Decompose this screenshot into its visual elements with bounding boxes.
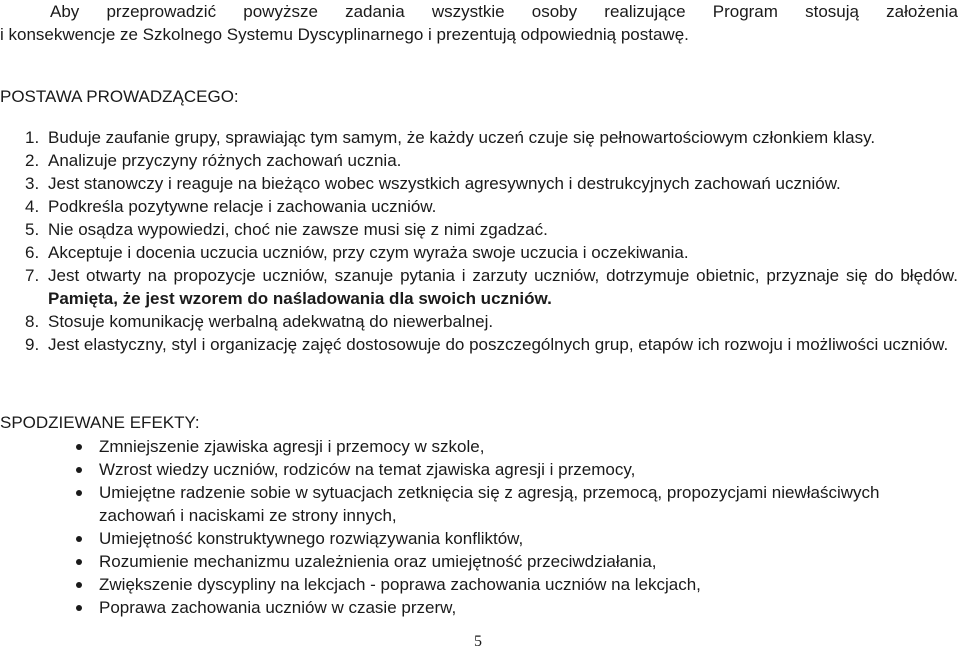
efekty-list [0,435,958,619]
list-item [0,149,958,172]
item-number: 1. [25,128,40,147]
bullet-item [0,596,958,619]
page-number: 5 [474,633,482,650]
list-item [0,333,958,356]
intro-line-2: i konsekwencje ze Szkolnego Systemu Dyscyplinarnego i prezentują odpowiednią postawę. [0,25,689,44]
item-text: Akceptuje i docenia uczucia uczniów, przy czym wyraża swoje uczucia i oczekiwania. [48,243,689,262]
bullet-item [0,573,958,596]
bullet-text: Umiejętność konstruktywnego rozwiązywania konfliktów, [99,529,524,548]
intro-line-1: Aby przeprowadzić powyższe zadania wszystkie osoby realizujące Program stosują założenia [50,2,958,21]
list-item [0,218,958,241]
bullet-text: Umiejętne radzenie sobie w sytuacjach zetknięcia się z agresją, przemocą, propozycjami niewłaściwych zachowań i naciskami ze strony innych, [99,483,880,525]
bullet-icon [76,467,82,473]
bullet-item [0,435,958,458]
list-item [0,310,958,333]
list-item [0,264,958,310]
bullet-item [0,550,958,573]
postawa-list [0,126,958,356]
list-item [0,126,958,149]
item-text: Nie osądza wypowiedzi, choć nie zawsze musi się z nimi zgadzać. [48,220,548,239]
item-text: Stosuje komunikację werbalną adekwatną do niewerbalnej. [48,312,494,331]
bullet-icon [76,444,82,450]
bullet-text: Wzrost wiedzy uczniów, rodziców na temat zjawiska agresji i przemocy, [99,460,636,479]
bullet-icon [76,605,82,611]
item-text: Jest otwarty na propozycje uczniów, szanuje pytania i zarzuty uczniów, dotrzymuje obietnic, przyznaje się do błędów. [48,266,958,285]
item-number: 3. [25,174,40,193]
bullet-item [0,458,958,481]
item-number: 8. [25,312,40,331]
intro-paragraph [0,0,958,46]
bullet-icon [76,536,82,542]
item-text: Podkreśla pozytywne relacje i zachowania uczniów. [48,197,437,216]
bullet-item [0,527,958,550]
item-number: 6. [25,243,40,262]
item-number: 9. [25,335,40,354]
bullet-icon [76,582,82,588]
bullet-icon [76,490,82,496]
list-item [0,172,958,195]
section-heading-efekty: SPODZIEWANE EFEKTY: [0,413,200,432]
bullet-text: Poprawa zachowania uczniów w czasie przerw, [99,598,457,617]
bullet-icon [76,559,82,565]
bullet-text: Rozumienie mechanizmu uzależnienia oraz umiejętność przeciwdziałania, [99,552,657,571]
item-text: Jest stanowczy i reaguje na bieżąco wobec wszystkich agresywnych i destrukcyjnych zachowań uczniów. [48,174,841,193]
bullet-text: Zmniejszenie zjawiska agresji i przemocy w szkole, [99,437,485,456]
item-text: Analizuje przyczyny różnych zachowań ucznia. [48,151,402,170]
item-number: 5. [25,220,40,239]
item-number: 4. [25,197,40,216]
list-item [0,195,958,218]
section-heading-postawa: POSTAWA PROWADZĄCEGO: [0,87,239,106]
item-text: Jest elastyczny, styl i organizację zajęć dostosowuje do poszczególnych grup, etapów ich rozwoju i możliwości uczniów. [48,335,949,354]
item-number: 7. [25,266,40,285]
item-text: Buduje zaufanie grupy, sprawiając tym samym, że każdy uczeń czuje się pełnowartościowym członkiem klasy. [48,128,876,147]
item-bold-text: Pamięta, że jest wzorem do naśladowania dla swoich uczniów. [48,289,552,308]
bullet-item [0,481,958,527]
bullet-text: Zwiększenie dyscypliny na lekcjach - poprawa zachowania uczniów na lekcjach, [99,575,701,594]
item-number: 2. [25,151,40,170]
list-item [0,241,958,264]
